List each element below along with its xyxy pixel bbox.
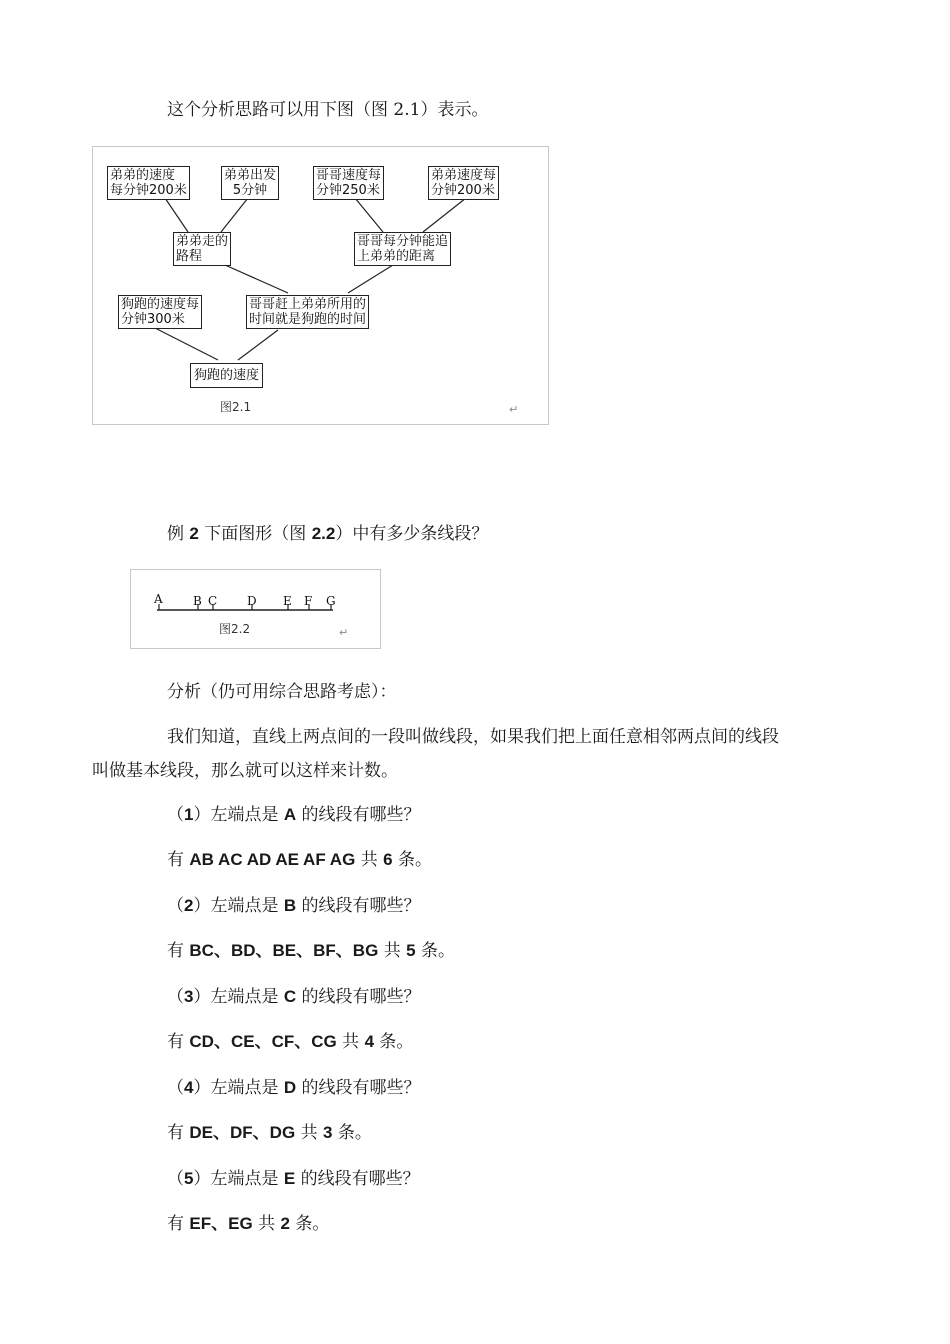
connector-line — [423, 198, 466, 232]
q-point: A — [283, 805, 297, 824]
paragraph-line-2: 叫做基本线段，那么就可以这样来计数。 — [92, 761, 398, 781]
q-open: （ — [167, 896, 184, 916]
a-mid: 共 — [378, 941, 407, 961]
a-prefix: 有 — [167, 941, 190, 961]
connector-line — [225, 265, 288, 293]
node-line: 弟弟出发 — [224, 168, 277, 183]
node-line: 弟弟的速度 — [110, 168, 176, 183]
q-open: （ — [167, 805, 184, 825]
q-end: 的线段有哪些？ — [296, 805, 421, 825]
example-text: 下面图形（图 — [204, 524, 307, 544]
question-3 — [167, 986, 421, 1008]
node-younger-brother-distance — [173, 232, 231, 266]
node-line: 分钟300米 — [121, 312, 185, 327]
a-count: 5 — [406, 941, 416, 960]
connector-line — [165, 198, 188, 232]
figure-2-1 — [92, 146, 549, 425]
a-end: 条。 — [374, 1032, 414, 1052]
a-list: AB AC AD AE AF AG — [189, 850, 356, 869]
a-list: DE、DF、DG — [189, 1123, 296, 1142]
node-line: 哥哥每分钟能追 — [357, 234, 449, 249]
example-2-line — [167, 523, 488, 545]
q-point: E — [283, 1169, 296, 1188]
intro-text: 这个分析思路可以用下图（图 2.1）表示。 — [167, 100, 489, 120]
answer-2 — [167, 940, 455, 962]
node-younger-brother-start — [221, 166, 279, 200]
q-point: C — [283, 987, 297, 1006]
a-count: 6 — [383, 850, 393, 869]
point-label-g: G — [326, 594, 336, 608]
answer-5 — [167, 1213, 329, 1235]
a-count: 3 — [323, 1123, 333, 1142]
a-count: 4 — [364, 1032, 375, 1051]
q-text: ）左端点是 — [193, 1078, 284, 1098]
q-open: （ — [167, 987, 184, 1007]
point-label-d: D — [247, 594, 257, 608]
answer-1 — [167, 849, 432, 871]
analysis-title: 分析（仍可用综合思路考虑）： — [167, 682, 397, 702]
a-prefix: 有 — [167, 1214, 190, 1234]
node-line: 路程 — [176, 249, 203, 264]
a-list: CD、CE、CF、CG — [189, 1032, 337, 1051]
connector-line — [355, 198, 383, 232]
question-5 — [167, 1168, 420, 1190]
q-number: 3 — [184, 987, 194, 1006]
a-mid: 共 — [355, 850, 384, 870]
figure-2-2 — [130, 569, 381, 649]
node-line: 分钟250米 — [316, 183, 380, 198]
q-point: B — [283, 896, 297, 915]
a-list: BC、BD、BE、BF、BG — [189, 941, 379, 960]
node-line: 每分钟200米 — [110, 183, 187, 198]
a-list: EF、EG — [189, 1214, 253, 1233]
a-end: 条。 — [289, 1214, 330, 1234]
connector-line — [221, 198, 248, 232]
q-text: ）左端点是 — [193, 896, 284, 916]
node-line: 弟弟走的 — [176, 234, 229, 249]
answer-3 — [167, 1031, 413, 1053]
question-1 — [167, 804, 421, 826]
a-end: 条。 — [392, 850, 432, 870]
node-younger-brother-speed-2 — [428, 166, 499, 200]
q-end: 的线段有哪些？ — [296, 1078, 421, 1098]
q-number: 2 — [184, 896, 194, 915]
a-prefix: 有 — [167, 1032, 190, 1052]
node-line: 分钟200米 — [431, 183, 495, 198]
node-line: 弟弟速度每 — [431, 168, 497, 183]
a-count: 2 — [280, 1214, 290, 1233]
question-4 — [167, 1077, 421, 1099]
figure-2-2-caption: 图2.2 — [219, 622, 251, 636]
example-suffix: ）中有多少条线段？ — [335, 524, 489, 544]
node-catch-up-distance — [354, 232, 451, 266]
example-number: 2 — [189, 524, 199, 543]
node-line: 时间就是狗跑的时间 — [249, 312, 367, 327]
point-label-f: F — [304, 594, 313, 608]
answer-4 — [167, 1122, 372, 1144]
a-prefix: 有 — [167, 1123, 190, 1143]
paragraph-line-1: 我们知道，直线上两点间的一段叫做线段，如果我们把上面任意相邻两点间的线段 — [167, 727, 779, 747]
question-2 — [167, 895, 421, 917]
a-end: 条。 — [415, 941, 455, 961]
node-line: 狗跑的速度 — [194, 368, 260, 383]
node-line: 狗跑的速度每 — [121, 297, 200, 312]
node-younger-brother-speed — [107, 166, 190, 200]
point-label-b: B — [193, 594, 202, 608]
point-label-e: E — [283, 594, 292, 608]
node-elder-brother-speed — [313, 166, 384, 200]
node-line: 哥哥速度每 — [316, 168, 382, 183]
q-end: 的线段有哪些？ — [296, 896, 421, 916]
q-open: （ — [167, 1169, 184, 1189]
node-line: 5分钟 — [232, 183, 268, 198]
node-dog-speed-given — [118, 295, 202, 329]
q-number: 4 — [184, 1078, 194, 1097]
q-point: D — [283, 1078, 297, 1097]
a-prefix: 有 — [167, 850, 190, 870]
q-end: 的线段有哪些？ — [296, 987, 421, 1007]
point-label-c: C — [208, 594, 218, 608]
q-text: ）左端点是 — [193, 1169, 284, 1189]
node-line: 上弟弟的距离 — [357, 249, 436, 264]
q-open: （ — [167, 1078, 184, 1098]
return-mark: ↵ — [509, 403, 519, 416]
node-dog-speed-result — [190, 363, 263, 388]
example-figure-ref: 2.2 — [311, 524, 336, 543]
return-mark: ↵ — [339, 626, 349, 639]
q-number: 5 — [184, 1169, 194, 1188]
connector-line — [348, 265, 393, 293]
connector-line — [238, 330, 278, 360]
figure-2-1-caption: 图2.1 — [220, 400, 252, 414]
node-line: 哥哥赶上弟弟所用的 — [249, 297, 367, 312]
q-text: ）左端点是 — [193, 805, 284, 825]
node-catch-up-time — [246, 295, 369, 329]
q-text: ）左端点是 — [193, 987, 284, 1007]
example-prefix: 例 — [167, 524, 184, 544]
a-mid: 共 — [336, 1032, 365, 1052]
q-end: 的线段有哪些？ — [295, 1169, 420, 1189]
q-number: 1 — [184, 805, 194, 824]
point-label-a: A — [154, 592, 163, 606]
a-mid: 共 — [295, 1123, 323, 1143]
connector-line — [155, 328, 218, 360]
a-end: 条。 — [332, 1123, 372, 1143]
a-mid: 共 — [252, 1214, 281, 1234]
